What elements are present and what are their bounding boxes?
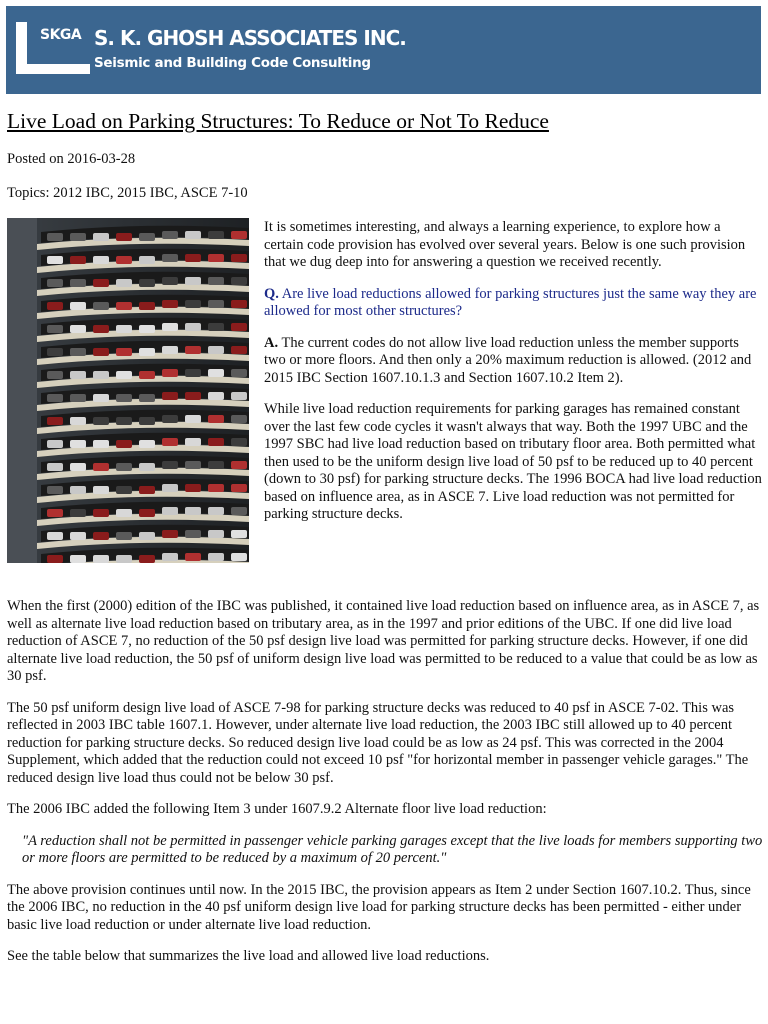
parked-car [47, 555, 63, 563]
parked-car [185, 461, 201, 469]
parked-car [47, 279, 63, 287]
parked-car [116, 233, 132, 241]
parked-car [162, 484, 178, 492]
parked-car [70, 256, 86, 264]
parked-car [47, 348, 63, 356]
parked-car [162, 438, 178, 446]
article-title: Live Load on Parking Structures: To Reduce or Not To Reduce [7, 109, 549, 133]
parked-car [47, 325, 63, 333]
question-text: Are live load reductions allowed for parking structures just the same way they are allowed for most other structures? [264, 285, 757, 319]
code-quote: "A reduction shall not be permitted in passenger vehicle parking garages except that the live loads for members supporting two or more floors are permitted to be reduced by a maximum of 20 percent." [22, 832, 763, 866]
parked-car [139, 371, 155, 379]
parked-car [139, 394, 155, 402]
post-date: Posted on 2016-03-28 [7, 151, 136, 167]
parked-car [116, 371, 132, 379]
parked-car [139, 348, 155, 356]
parked-car [231, 300, 247, 308]
parked-car [93, 371, 109, 379]
parked-car [70, 509, 86, 517]
parked-car [139, 555, 155, 563]
parked-car [93, 440, 109, 448]
parked-car [231, 553, 247, 561]
parked-car [70, 279, 86, 287]
parked-car [70, 555, 86, 563]
parked-car [116, 463, 132, 471]
parked-car [116, 279, 132, 287]
parked-car [162, 277, 178, 285]
parked-car [47, 302, 63, 310]
parked-car [139, 256, 155, 264]
parked-car [116, 256, 132, 264]
parked-car [93, 256, 109, 264]
parked-car [47, 532, 63, 540]
parked-car [47, 440, 63, 448]
parked-car [185, 438, 201, 446]
parked-car [208, 461, 224, 469]
company-logo[interactable] [16, 22, 90, 74]
parked-car [208, 507, 224, 515]
parked-car [93, 555, 109, 563]
parked-car [116, 509, 132, 517]
parked-car [231, 484, 247, 492]
parked-car [93, 302, 109, 310]
parked-car [208, 254, 224, 262]
parked-car [93, 486, 109, 494]
parked-car [162, 507, 178, 515]
parked-car [70, 371, 86, 379]
parked-car [162, 323, 178, 331]
parked-car [139, 279, 155, 287]
parked-car [70, 394, 86, 402]
parked-car [162, 369, 178, 377]
post-topics: Topics: 2012 IBC, 2015 IBC, ASCE 7-10 [7, 185, 248, 201]
parked-car [185, 530, 201, 538]
parked-car [185, 369, 201, 377]
logo-text: SKGA [40, 27, 82, 43]
parked-car [93, 532, 109, 540]
parked-car [208, 438, 224, 446]
parked-car [70, 417, 86, 425]
parked-car [208, 369, 224, 377]
parked-car [47, 486, 63, 494]
parked-car [70, 302, 86, 310]
parked-car [93, 394, 109, 402]
parked-car [185, 323, 201, 331]
parked-car [231, 438, 247, 446]
parked-car [70, 463, 86, 471]
parked-car [231, 277, 247, 285]
parked-car [231, 392, 247, 400]
parked-car [185, 392, 201, 400]
parked-car [47, 417, 63, 425]
parked-car [162, 392, 178, 400]
paragraph-current: The above provision continues until now. In the 2015 IBC, the provision appears as Item 2 under Section 1607.10.2. Thus, since the 2006 IBC, no reduction in the 40 psf uniform design live load for parking structure decks has been permitted - either under basic live load reduction or under alternate live load reduction. [7, 881, 751, 933]
parked-car [93, 417, 109, 425]
parked-car [116, 486, 132, 494]
parked-car [185, 507, 201, 515]
paragraph-2003-ibc: The 50 psf uniform design live load of ASCE 7-98 for parking structure decks was reduced to 40 psf in ASCE 7-02. This was reflected in 2003 IBC table 1607.1. However, under alternate live load reduction, the 2003 IBC still allowed up to 40 percent reduction for parking structure decks. So reduced design live load could be as low as 24 psf. This was corrected in the 2004 Supplement, which added that the reduction could not exceed 10 psf "for horizontal member in passenger vehicle garages." The reduced design live load thus could not be below 30 psf. [7, 699, 749, 786]
parked-car [139, 509, 155, 517]
logo-bar-horizontal [16, 64, 90, 74]
parked-car [231, 323, 247, 331]
parked-car [231, 415, 247, 423]
answer-paragraph [264, 335, 762, 388]
parked-car [116, 348, 132, 356]
answer-label: A. [264, 334, 279, 351]
parked-car [185, 254, 201, 262]
article-side-column [264, 219, 762, 538]
parking-tower-illustration [7, 218, 249, 563]
parked-car [162, 300, 178, 308]
parked-car [231, 461, 247, 469]
parked-car [208, 553, 224, 561]
parked-car [139, 440, 155, 448]
parked-car [185, 231, 201, 239]
parked-car [185, 346, 201, 354]
parked-car [70, 486, 86, 494]
parked-car [139, 532, 155, 540]
parked-car [208, 277, 224, 285]
parked-car [231, 346, 247, 354]
parked-car [208, 484, 224, 492]
parked-car [47, 509, 63, 517]
parked-car [116, 555, 132, 563]
parked-car [47, 256, 63, 264]
parked-car [93, 348, 109, 356]
parked-car [162, 530, 178, 538]
paragraph-table-reference: See the table below that summarizes the live load and allowed live load reductions. [7, 948, 490, 964]
parked-car [70, 440, 86, 448]
parked-car [231, 507, 247, 515]
parked-car [116, 302, 132, 310]
parked-car [231, 530, 247, 538]
parked-car [208, 392, 224, 400]
parked-car [185, 415, 201, 423]
paragraph-2006-ibc: The 2006 IBC added the following Item 3 under 1607.9.2 Alternate floor live load reduction: [7, 801, 547, 817]
company-tagline: Seismic and Building Code Consulting [94, 55, 371, 71]
parked-car [93, 509, 109, 517]
parked-car [162, 346, 178, 354]
article-body [7, 598, 763, 980]
parked-car [139, 325, 155, 333]
parked-car [70, 325, 86, 333]
parked-car [208, 415, 224, 423]
parked-car [116, 394, 132, 402]
parked-car [162, 254, 178, 262]
parked-car [162, 231, 178, 239]
parking-structure-photo [7, 218, 249, 563]
parked-car [139, 233, 155, 241]
parked-car [47, 463, 63, 471]
paragraph-2000-ibc: When the first (2000) edition of the IBC was published, it contained live load reduction based on influence area, as in ASCE 7, as well as alternate live load reduction based on tributary area, as in the 1997 and prior editions of the UBC. If one did live load reduction of ASCE 7, no reduction of the 50 psf design live load was permitted for parking structure decks. However, if one did alternate live load reduction, the 50 psf of uniform design live load was permitted to be reduced to a value that could be as low as 30 psf. [7, 598, 760, 684]
parked-car [185, 300, 201, 308]
parked-car [162, 553, 178, 561]
history-paragraph: While live load reduction requirements for parking garages has remained constant over the last few code cycles it wasn't always that way. Both the 1997 UBC and the 1997 SBC had live load reduction based on tributary floor area. Both permitted what then used to be the uniform design live load of 50 psf to be reduced up to 40 percent (down to 30 psf) for parking structure decks. The 1996 BOCA had live load reduction based on influence area, as in ASCE 7. Live load reduction was not permitted for parking structure decks. [264, 401, 762, 522]
parked-car [70, 532, 86, 540]
parked-car [93, 463, 109, 471]
parked-car [185, 553, 201, 561]
parked-car [208, 231, 224, 239]
question-paragraph [264, 286, 762, 321]
parked-car [208, 323, 224, 331]
parked-car [139, 417, 155, 425]
parked-car [139, 463, 155, 471]
company-name: S. K. GHOSH ASSOCIATES INC. [94, 26, 406, 50]
parked-car [93, 233, 109, 241]
parked-car [231, 369, 247, 377]
parked-car [162, 415, 178, 423]
parked-car [208, 346, 224, 354]
parked-car [231, 254, 247, 262]
parked-car [70, 348, 86, 356]
parked-car [208, 300, 224, 308]
parked-car [116, 532, 132, 540]
parked-car [185, 277, 201, 285]
parked-car [116, 325, 132, 333]
parked-car [70, 233, 86, 241]
parked-car [47, 394, 63, 402]
parked-car [139, 486, 155, 494]
parked-car [116, 417, 132, 425]
parked-car [93, 279, 109, 287]
parked-car [185, 484, 201, 492]
parked-car [47, 371, 63, 379]
parked-car [162, 461, 178, 469]
parked-car [116, 440, 132, 448]
parked-car [208, 530, 224, 538]
parked-car [231, 231, 247, 239]
answer-text: The current codes do not allow live load reduction unless the member supports two or more floors. And then only a 20% maximum reduction is allowed. (2012 and 2015 IBC Section 1607.10.1.3 and Section 1607.10.2 Item 2). [264, 334, 752, 386]
parked-car [47, 233, 63, 241]
site-header-banner[interactable] [6, 6, 761, 94]
question-label: Q. [264, 285, 279, 302]
intro-paragraph: It is sometimes interesting, and always a learning experience, to explore how a certain code provision has evolved over several years. Below is one such provision that we dug deep into for answering a question we received recently. [264, 219, 746, 270]
parked-car [139, 302, 155, 310]
parked-car [93, 325, 109, 333]
